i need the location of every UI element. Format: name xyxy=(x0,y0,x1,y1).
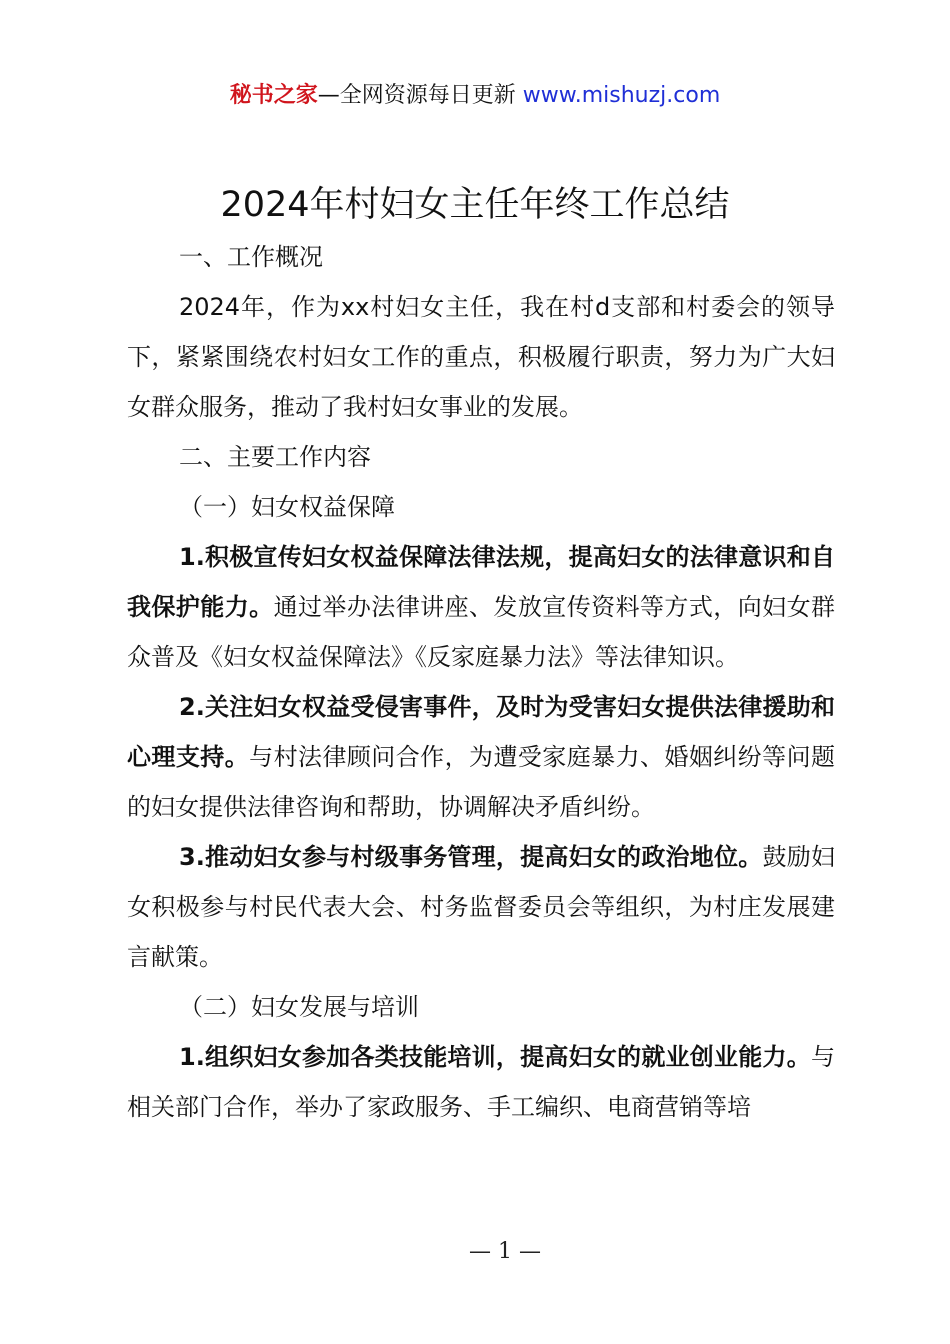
banner-brand: 秘书之家 xyxy=(229,83,318,108)
paragraph-lead: 1.组织妇女参加各类技能培训，提高妇女的就业创业能力。 xyxy=(179,1043,811,1071)
document-body xyxy=(127,232,835,1132)
heading-overview: 一、工作概况 xyxy=(179,243,323,271)
paragraph-lead: 1.积极宣传妇女权益保障法律法规，提高妇女的法律意识和自我保护能力。 xyxy=(127,543,835,621)
page-number: — 1 — xyxy=(469,1239,541,1264)
banner-url-link[interactable]: www.mishuzj.com xyxy=(522,83,721,108)
document-title: 2024年村妇女主任年终工作总结 xyxy=(220,185,730,225)
subheading-rights: （一）妇女权益保障 xyxy=(179,493,395,521)
subheading-development: （二）妇女发展与培训 xyxy=(179,993,419,1021)
heading-main-work: 二、主要工作内容 xyxy=(179,443,371,471)
site-banner xyxy=(0,80,950,112)
paragraph-lead: 2.关注妇女权益受侵害事件，及时为受害妇女提供法律援助和心理支持。 xyxy=(127,693,835,771)
paragraph-overview: 2024年，作为xx村妇女主任，我在村d支部和村委会的领导下，紧紧围绕农村妇女工作的重点，积极履行职责，努力为广大妇女群众服务，推动了我村妇女事业的发展。 xyxy=(127,293,835,421)
paragraph-development-1: 1.组织妇女参加各类技能培训，提高妇女的就业创业能力。与相关部门合作，举办了家政服务、手工编织、电商营销等培 xyxy=(127,1043,835,1121)
paragraph-rights-3: 3.推动妇女参与村级事务管理，提高妇女的政治地位。鼓励妇女积极参与村民代表大会、村务监督委员会等组织，为村庄发展建言献策。 xyxy=(127,843,835,971)
paragraph-lead: 3.推动妇女参与村级事务管理，提高妇女的政治地位。 xyxy=(179,843,763,871)
banner-tagline: —全网资源每日更新 xyxy=(317,83,523,108)
paragraph-rights-1: 1.积极宣传妇女权益保障法律法规，提高妇女的法律意识和自我保护能力。通过举办法律讲座、发放宣传资料等方式，向妇女群众普及《妇女权益保障法》《反家庭暴力法》等法律知识。 xyxy=(127,543,836,671)
paragraph-rights-2: 2.关注妇女权益受侵害事件，及时为受害妇女提供法律援助和心理支持。与村法律顾问合作，为遭受家庭暴力、婚姻纠纷等问题的妇女提供法律咨询和帮助，协调解决矛盾纠纷。 xyxy=(127,693,836,821)
